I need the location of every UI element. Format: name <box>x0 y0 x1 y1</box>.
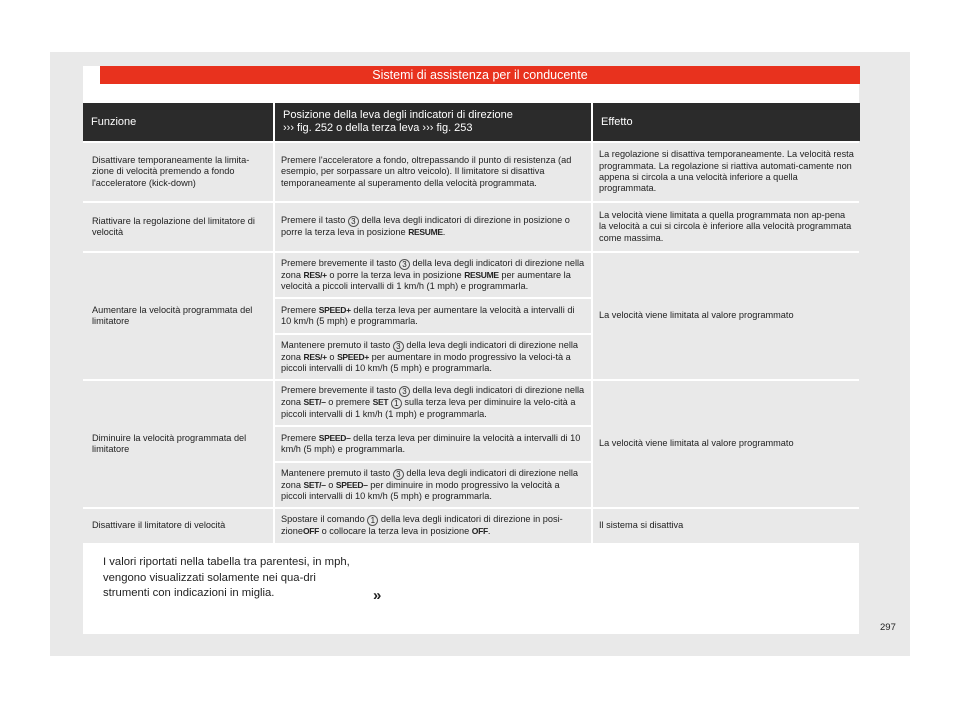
resume-key-icon: RESUME <box>408 227 443 238</box>
text: della leva degli indicatori di direzione nella zona <box>281 339 579 362</box>
row4-effetto: La velocità viene limitata al valore programmato <box>593 381 860 507</box>
res-plus-key-icon: RES/+ <box>303 269 327 280</box>
table-row <box>83 143 860 201</box>
row4-posizione-3 <box>273 463 593 507</box>
text: della terza leva per diminuire la velocità a intervalli di 10 km/h (5 mph) e programmarla. <box>281 432 581 454</box>
key-3-icon: 3 <box>348 216 359 227</box>
text: Premere <box>281 432 317 443</box>
text: o porre la terza leva in posizione <box>329 269 462 280</box>
row4-posizione-1 <box>273 381 593 425</box>
set-key-icon: SET <box>372 397 389 408</box>
row4-posizione-2 <box>273 427 593 461</box>
section-header: Sistemi di assistenza per il conducente <box>100 66 860 84</box>
row2-posizione <box>273 203 593 251</box>
text: della leva degli indicatori di direzione nella zona <box>281 467 579 490</box>
text: o premere <box>328 397 371 408</box>
row2-funzione: Riattivare la regolazione del limitatore di velocità <box>83 203 273 251</box>
text: Premere il tasto <box>281 215 346 226</box>
resume-key-icon: RESUME <box>464 269 499 280</box>
header-effetto: Effetto <box>593 103 860 141</box>
row3-posizione-1 <box>273 253 593 297</box>
key-3-icon: 3 <box>393 469 404 480</box>
header-posizione-line2: ››› fig. 252 o della terza leva ››› fig. 253 <box>283 122 473 134</box>
page-number: 297 <box>880 622 896 633</box>
speed-plus-key-icon: SPEED+ <box>318 304 351 315</box>
text: per diminuire in modo progressivo la velocità a piccoli intervalli di 10 km/h (5 mph) e programmarla. <box>281 479 560 501</box>
text: o <box>328 479 334 490</box>
set-minus-key-icon: SET/– <box>303 479 326 490</box>
row4-funzione: Diminuire la velocità programmata del limitatore <box>83 381 273 507</box>
key-3-icon: 3 <box>399 386 410 397</box>
key-1-icon: 1 <box>367 515 378 526</box>
row3-effetto: La velocità viene limitata al valore programmato <box>593 253 860 379</box>
set-minus-key-icon: SET/– <box>303 397 326 408</box>
text: sulla terza leva per diminuire la velo-cità a piccoli intervalli di 1 km/h (1 mph) e programmarla. <box>281 397 576 420</box>
row5-effetto: Il sistema si disattiva <box>593 509 860 543</box>
key-3-icon: 3 <box>399 259 410 270</box>
header-posizione <box>273 103 593 141</box>
text: . <box>442 227 446 238</box>
text: o <box>329 351 335 362</box>
row5-funzione: Disattivare il limitatore di velocità <box>83 509 273 543</box>
res-plus-key-icon: RES/+ <box>303 351 327 362</box>
table-row <box>83 381 860 425</box>
speed-minus-key-icon: SPEED– <box>335 479 368 490</box>
row1-posizione: Premere l'acceleratore a fondo, oltrepassando il punto di resistenza (ad esempio, per sorpassare un altro veicolo). Il limitatore si disattiva temporaneamente al superamento della velocità programmata. <box>273 143 593 201</box>
header-funzione: Funzione <box>83 103 273 141</box>
row3-funzione: Aumentare la velocità programmata del limitatore <box>83 253 273 379</box>
text: della leva degli indicatori di direzione in posi-zione <box>281 514 563 537</box>
text: o collocare la terza leva in posizione <box>321 526 470 537</box>
row1-funzione: Disattivare temporaneamente la limita-zione di velocità premendo a fondo l'acceleratore (kick-down) <box>83 143 273 201</box>
table-header-row <box>83 103 860 141</box>
cruise-limiter-table <box>83 101 860 545</box>
speed-minus-key-icon: SPEED– <box>318 432 351 443</box>
row3-posizione-3 <box>273 335 593 379</box>
text: Mantenere premuto il tasto <box>281 467 391 478</box>
table-row <box>83 509 860 543</box>
text: Premere brevemente il tasto <box>281 385 397 396</box>
key-3-icon: 3 <box>393 341 404 352</box>
text: per aumentare in modo progressivo la veloci-tà a piccoli intervalli di 10 km/h (5 mph) e programmarla. <box>281 351 571 373</box>
row2-effetto: La velocità viene limitata a quella programmata non ap-pena la velocità a cui si circola è inferiore alla velocità programmata come massima. <box>593 203 860 251</box>
off-key-icon: OFF <box>302 526 320 537</box>
text: Premere <box>281 304 317 315</box>
table-row <box>83 203 860 251</box>
text: della leva degli indicatori di direzione nella zona <box>281 385 585 408</box>
off-key-icon: OFF <box>471 526 488 537</box>
text: Spostare il comando <box>281 514 365 525</box>
text: della leva degli indicatori di direzione in posizione o porre la terza leva in posizione <box>281 215 570 238</box>
text: . <box>487 526 491 537</box>
text: della terza leva per aumentare la velocità a intervalli di 10 km/h (5 mph) e programmarla. <box>281 304 575 326</box>
row1-effetto: La regolazione si disattiva temporaneamente. La velocità resta programmata. La regolazione si riattiva automati-camente non appena si circola a una velocità inferiore a quella programmata. <box>593 143 860 201</box>
continue-icon: » <box>373 587 382 604</box>
speed-plus-key-icon: SPEED+ <box>337 351 370 362</box>
mph-note: I valori riportati nella tabella tra parentesi, in mph, vengono visualizzati solamente nei qua-dri strumenti con indicazioni in miglia. <box>103 556 350 599</box>
key-1-icon: 1 <box>391 398 402 409</box>
text: della leva degli indicatori di direzione nella zona <box>281 257 585 280</box>
text: per aumentare la velocità a piccoli intervalli di 1 km/h (1 mph) e programmarla. <box>281 269 571 291</box>
text: Mantenere premuto il tasto <box>281 339 391 350</box>
row3-posizione-2 <box>273 299 593 333</box>
table-row <box>83 253 860 297</box>
header-posizione-line1: Posizione della leva degli indicatori di direzione <box>283 109 513 121</box>
text: Premere brevemente il tasto <box>281 257 397 268</box>
row5-posizione <box>273 509 593 543</box>
